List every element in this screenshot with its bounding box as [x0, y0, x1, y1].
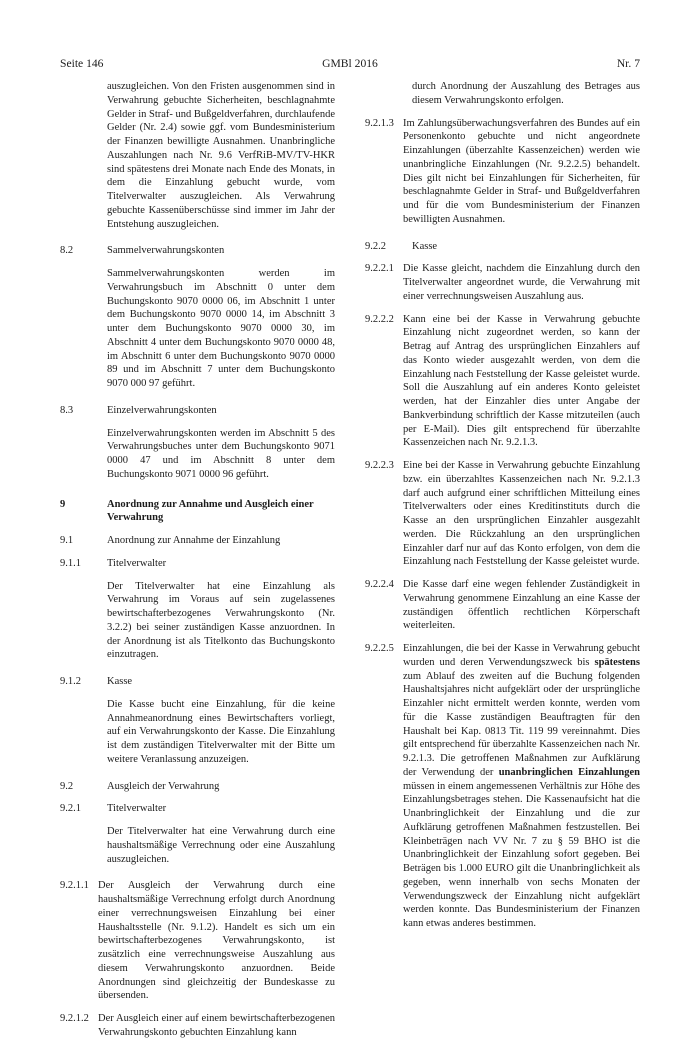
- section-title: Anordnung zur Annahme der Einzahlung: [107, 535, 281, 546]
- paragraph-number: 9.2.1.3: [365, 117, 394, 129]
- section-number: 8.3: [60, 404, 74, 416]
- paragraph-9-2-2-4: [365, 578, 640, 633]
- page-number: Seite 146: [60, 57, 104, 70]
- section-title: Titelverwalter: [107, 557, 167, 569]
- emphasis-unanbringliche-einzahlungen: unanbringlichen Einzahlungen: [498, 766, 641, 778]
- paragraph-number: 9.2.2.3: [365, 460, 394, 471]
- paragraph-9-2-1-2: [60, 1012, 335, 1040]
- continuation-paragraph: durch Anordnung der Auszahlung des Betrages aus diesem Verwahrungskonto erfolgen.: [412, 81, 640, 106]
- section-number: 9.1: [60, 535, 74, 546]
- paragraph-text: Eine bei der Kasse in Verwahrung gebuchte Einzahlung bzw. ein überzahltes Kassenzeichen nach Nr. 9.2.1.3 darf auch aufgrund einer schriftlichen Mitteilung eines Titelverwalters oder eines Kreditinstituts durch die Kasse an den ursprünglichen Einzahler ausgezahlt werden. Die Rückzahlung an den ursprünglichen Einzahler darf nur auf das Konto erfolgen, von dem die Einzahlung nach Feststellung der Kasse geleistet wurde.: [403, 460, 640, 568]
- paragraph-9-2-1-3: [365, 117, 640, 227]
- text-run: zum Ablauf des zweiten auf die Buchung folgenden Haushaltsjahres nicht aufgeklärt oder der ursprüngliche Einzahler nicht ermittelt werden konnte, werden vom für die Kasse zuständigen Beauftragten für den Haushalt bei Kap. 0813 Tit. 119 99 vereinnahmt. Dies gilt entsprechend für überzahlte Kassenzeichen nach Nr. 9.2.1.3. Die getroffenen Maßnahmen zur Aufklärung der Verwendung der: [403, 670, 640, 778]
- section-9-1-heading: [60, 534, 335, 548]
- paragraph-text: Die Kasse darf eine wegen fehlender Zuständigkeit in Verwahrung genommene Einzahlung an eine Kasse der zuständigen öffentlich rechtlichen Körperschaft weiterleiten.: [403, 579, 640, 632]
- left-column: [60, 80, 335, 1040]
- section-8-3-heading: [60, 404, 335, 418]
- section-8-2-heading: [60, 244, 335, 258]
- section-number: 9.1.2: [60, 676, 81, 687]
- section-8-3-text: Einzelverwahrungskonten werden im Abschnitt 5 des Verwahrungsbuches unter dem Buchungskonto 9071 0000 47 und im Abschnitt 8 unter dem Buchungskonto 9071 0000 96 geführt.: [107, 427, 335, 480]
- section-number: 9.2.2: [365, 240, 386, 252]
- section-number: 8.2: [60, 245, 74, 257]
- section-title: Sammelverwahrungskonten: [107, 245, 225, 257]
- paragraph-9-2-1-1: [60, 879, 335, 1003]
- section-title: Kasse: [107, 676, 133, 687]
- section-8-2-text: Sammelverwahrungskonten werden im Verwahrungsbuch im Abschnitt 0 unter dem Buchungskonto 9070 0000 06, im Abschnitt 1 unter dem Buchungskonto 9070 0000 14, im Abschnitt 3 unter dem Buchungskonto 9070 0000 30, im Abschnitt 4 unter dem Buchungskonto 9070 0000 48, im Abschnitt 6 unter dem Buchungskonto 9070 0000 89 und im Abschnitt 7 unter dem Buchungskonto 9070 000 97 geführt.: [107, 268, 335, 389]
- section-title: Titelverwalter: [107, 803, 167, 815]
- paragraph-number: 9.2.1.1: [60, 880, 89, 892]
- paragraph-text: [403, 642, 640, 931]
- section-title: Anordnung zur Annahme und Ausgleich einer Verwahrung: [107, 498, 314, 524]
- section-9-1-1-text: Der Titelverwalter hat eine Einzahlung als Verwahrung im Voraus auf sein zugelassenes bewirtschafterbezogenes Verwahrungskonto (Nr. 3.2.2) bei seiner zuständigen Kasse anzuordnen. In der Anordnung ist als Titelkonto das Buchungskonto einzutragen.: [107, 580, 335, 661]
- paragraph-number: 9.2.2.4: [365, 579, 394, 590]
- section-title: Ausgleich der Verwahrung: [107, 780, 220, 792]
- paragraph-number: 9.2.2.2: [365, 313, 394, 325]
- section-9-2-2-heading: [365, 240, 640, 254]
- paragraph-9-2-2-5: [365, 642, 640, 931]
- paragraph-9-2-2-1: [365, 262, 640, 303]
- paragraph-9-2-2-3: [365, 459, 640, 569]
- section-9-2-heading: [60, 780, 335, 794]
- section-9-heading: [60, 498, 335, 526]
- paragraph-number: 9.2.2.5: [365, 643, 394, 654]
- paragraph-text: Kann eine bei der Kasse in Verwahrung gebuchte Einzahlung nicht zugeordnet werden, so kann der Betrag auf Antrag des ursprünglichen Einzahlers auf das Konto wieder ausgezahlt werden, von dem die Einzahlung nach Feststellung der Kasse geleistet wurde. Soll die Auszahlung auf ein anderes Konto geleistet werden, hat der Einzahler dies unter Angabe der Bankverbindung schriftlich der Kasse mitzuteilen (auch per E-Mail). Dies gilt entsprechend für überzahlte Kassenzeichen nach Nr. 9.2.1.3.: [403, 313, 640, 449]
- paragraph-text: Der Ausgleich einer auf einem bewirtschafterbezogenen Verwahrungskonto gebuchten Einzahlung kann: [98, 1013, 335, 1038]
- section-number: 9.1.1: [60, 557, 81, 569]
- paragraph-text: Die Kasse gleicht, nachdem die Einzahlung durch den Titelverwalter angeordnet wurde, die Verwahrung mit einer verrechnungsweisen Auszahlung aus.: [403, 263, 640, 302]
- section-number: 9: [60, 498, 66, 510]
- issue-number: Nr. 7: [616, 57, 640, 70]
- right-column: [365, 80, 640, 931]
- intro-paragraph: auszugleichen. Von den Fristen ausgenommen sind in Verwahrung gebuchte Sicherheiten, beschlagnahmte Gelder in Straf- und Bußgeldverfahren, durchlaufende Gelder (Nr. 2.4) sowie ggf. vom Bundesministerium der Finanzen bewilligte Ausnahmen. Unanbringliche Auszahlungen nach Nr. 9.6 VerfRiB-MV/TV-HKR sind spätestens drei Monate nach Ende des Monats, in dem die Einzahlung gebucht wurde, vom Titelverwalter auszugleichen. Als Verwahrung gebuchte Kassenüberschüsse sind immer im Jahr der Entstehung auszugleichen.: [107, 81, 335, 230]
- emphasis-spaetestens: spätestens: [594, 656, 640, 668]
- section-number: 9.2: [60, 780, 74, 792]
- section-9-1-2-text: Die Kasse bucht eine Einzahlung, für die keine Annahmeanordnung eines Bewirtschafters vorliegt, auf ein Verwahrungskonto der Kasse. Die Einzahlung ist dem zuständigen Titelverwalter mit der Bitte um weitere Veranlassung anzuzeigen.: [107, 698, 335, 765]
- section-number: 9.2.1: [60, 803, 81, 815]
- section-9-1-2-heading: [60, 675, 335, 689]
- paragraph-text: Im Zahlungsüberwachungsverfahren des Bundes auf ein Personenkonto gebuchte und nicht angeordnete Einzahlungen (überzahlte Kassenzeichen) werden wie unanbringliche Einzahlungen (Nr. 9.2.2.5) behandelt. Dies gilt nicht bei Einzahlungen für Sicherheiten, für beschlagnahmte Gelder in Straf- und Bußgeldverfahren und für die vom Bundesministerium der Finanzen bewilligten Ausnahmen.: [403, 117, 640, 225]
- paragraph-text: Der Ausgleich der Verwahrung durch eine haushaltsmäßige Verrechnung erfolgt durch Anordnung einer verrechnungsweisen Einzahlung bei einer Haushaltsstelle (Nr. 9.1.2). Handelt es sich um ein bewirtschafterbezogenes Verwahrungskonto, ist zusätzlich eine verrechnungsweise Auszahlung aus diesem Verwahrungskonto anzuordnen. Beide Anordnungen sind gleichzeitig der Bundeskasse zu übersenden.: [98, 880, 335, 1002]
- text-run: müssen in einem angemessenen Verhältnis zur Höhe des Einzahlungsbetrages stehen. Die Kassenaufsicht hat die Unanbringlichkeit der Einzahlung und die zur Aufklärung getroffenen Maßnahmen festzustellen. Bei Kleinbeträgen nach VV Nr. 7 zu § 59 BHO ist die Unanbringlichkeit der Einzahlung sofort gegeben. Bei Beträgen bis 1.000 EURO gilt die Unanbringlichkeit als gegeben, wenn innerhalb von sechs Monaten der Verwendungszweck der Einzahlung nicht aufgeklärt werden konnte. Das Bundesministerium der Finanzen kann etwas anderes bestimmen.: [403, 780, 640, 929]
- section-9-2-1-text: Der Titelverwalter hat eine Verwahrung durch eine haushaltsmäßige Verrechnung oder eine Auszahlung auszugleichen.: [107, 826, 335, 865]
- section-9-2-1-heading: [60, 802, 335, 816]
- section-title: Kasse: [412, 240, 438, 252]
- section-9-1-1-heading: [60, 557, 335, 571]
- paragraph-number: 9.2.1.2: [60, 1013, 89, 1024]
- journal-title: GMBl 2016: [322, 57, 378, 70]
- section-title: Einzelverwahrungskonten: [107, 404, 217, 416]
- paragraph-number: 9.2.2.1: [365, 263, 394, 275]
- text-run: Einzahlungen, die bei der Kasse in Verwahrung gebucht wurden und deren Verwendungszweck bis: [403, 643, 640, 668]
- page-header: [60, 57, 640, 71]
- paragraph-9-2-2-2: [365, 313, 640, 451]
